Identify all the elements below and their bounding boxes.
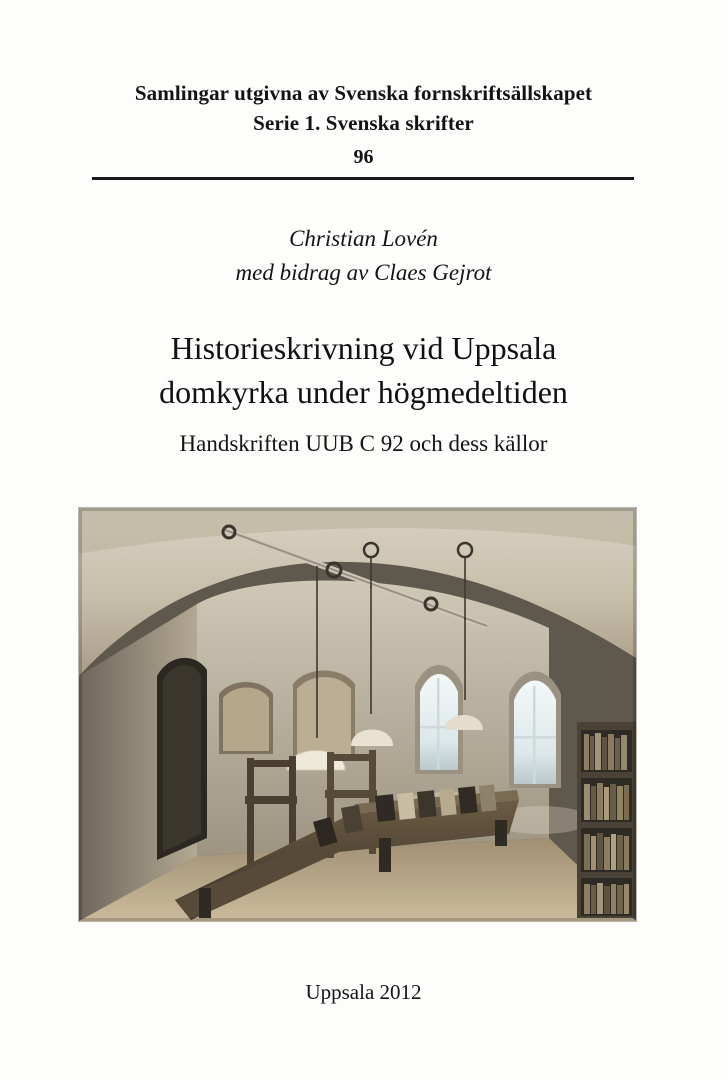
series-block: [0, 78, 727, 172]
horizontal-rule: [92, 177, 634, 180]
author-secondary: med bidrag av Claes Gejrot: [235, 260, 492, 285]
series-number: 96: [353, 146, 374, 168]
page-title: [0, 326, 727, 414]
cover-photograph: [79, 508, 636, 921]
series-title-line-2: Serie 1. Svenska skrifter: [253, 111, 474, 135]
page-subtitle: Handskriften UUB C 92 och dess källor: [179, 431, 548, 456]
title-line-2: domkyrka under högmedeltiden: [159, 374, 568, 410]
series-title-line-1: Samlingar utgivna av Svenska fornskriftsällskapet: [134, 81, 593, 105]
author-block: [0, 222, 727, 290]
author-primary: Christian Lovén: [289, 226, 438, 251]
imprint: Uppsala 2012: [305, 980, 422, 1004]
title-line-1: Historieskrivning vid Uppsala: [170, 330, 557, 366]
